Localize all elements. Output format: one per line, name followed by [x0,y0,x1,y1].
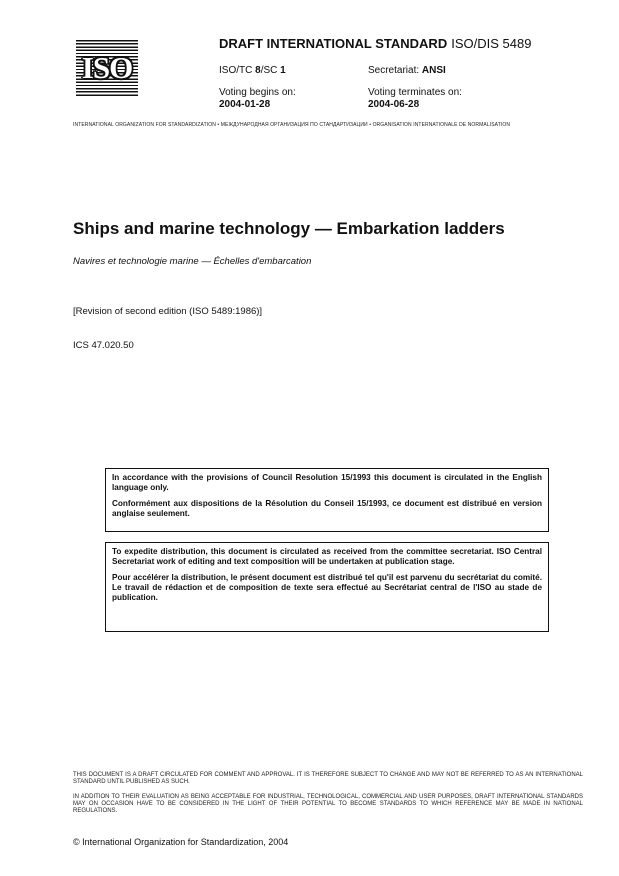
secretariat-label: Secretariat: [368,65,420,76]
distribution-notice-fr: Pour accélérer la distribution, le présent document est distribué tel qu'il est parvenu du secrétariat du comité. Le travail de rédaction et de composition de texte sera effectué au Secrétariat central de l'ISO au stade de publication. [112,573,542,602]
distribution-notice-box [105,542,549,632]
ics-code: ICS 47.020.50 [73,340,134,351]
document-number: ISO/DIS 5489 [451,36,532,51]
logo-text: ISO [81,50,133,85]
voting-begins-label: Voting begins on: [219,87,296,98]
secretariat [368,65,446,77]
document-title: Ships and marine technology — Embarkation ladders [73,219,505,238]
revision-note: [Revision of second edition (ISO 5489:1986)] [73,306,263,317]
secretariat-value: ANSI [421,65,446,76]
iso-logo [76,40,138,96]
voting-begins [219,87,296,111]
voting-terminates-label: Voting terminates on: [368,87,462,98]
committee-sc-prefix: /SC [260,65,281,76]
voting-terminates [368,87,462,111]
voting-terminates-date: 2004-06-28 [368,99,420,110]
distribution-notice-en: To expedite distribution, this document is circulated as received from the committee secretariat. ISO Central Secretariat work of editing and text composition will be undertaken at publication stage. [112,547,542,566]
evaluation-disclaimer: IN ADDITION TO THEIR EVALUATION AS BEING ACCEPTABLE FOR INDUSTRIAL, TECHNOLOGICAL, COMMERCIAL AND USER PURPOSES, DRAFT INTERNATIONAL STANDARDS MAY ON OCCASION HAVE TO BE CONSIDERED IN THE LIGHT OF THEIR POTENTIAL TO BECOME STANDARDS TO WHICH REFERENCE MAY BE MADE IN NATIONAL REGULATIONS. [73,794,583,815]
language-notice-en: In accordance with the provisions of Council Resolution 15/1993 this document is circulated in the English language only. [112,473,542,492]
standard-heading [219,36,531,51]
organization-line: INTERNATIONAL ORGANIZATION FOR STANDARDIZATION • МЕЖДУНАРОДНАЯ ОРГАНИЗАЦИЯ ПО СТАНДАРТИЗАЦИИ • ORGANISATION INTERNATIONALE DE NORMALISATION [73,122,511,128]
draft-disclaimer: THIS DOCUMENT IS A DRAFT CIRCULATED FOR COMMENT AND APPROVAL. IT IS THEREFORE SUBJECT TO CHANGE AND MAY NOT BE REFERRED TO AS AN INTERNATIONAL STANDARD UNTIL PUBLISHED AS SUCH. [73,772,583,786]
committee-sc: 1 [280,65,286,76]
copyright: © International Organization for Standardization, 2004 [73,837,289,847]
standard-type: DRAFT INTERNATIONAL STANDARD [219,36,448,51]
document-subtitle: Navires et technologie marine — Échelles d'embarcation [73,256,312,267]
voting-begins-date: 2004-01-28 [219,99,271,110]
committee-prefix: ISO/TC [219,65,256,76]
committee [219,65,286,77]
language-notice-box [105,468,549,532]
language-notice-fr: Conformément aux dispositions de la Résolution du Conseil 15/1993, ce document est distribué en version anglaise seulement. [112,499,542,518]
committee-tc: 8 [255,65,261,76]
